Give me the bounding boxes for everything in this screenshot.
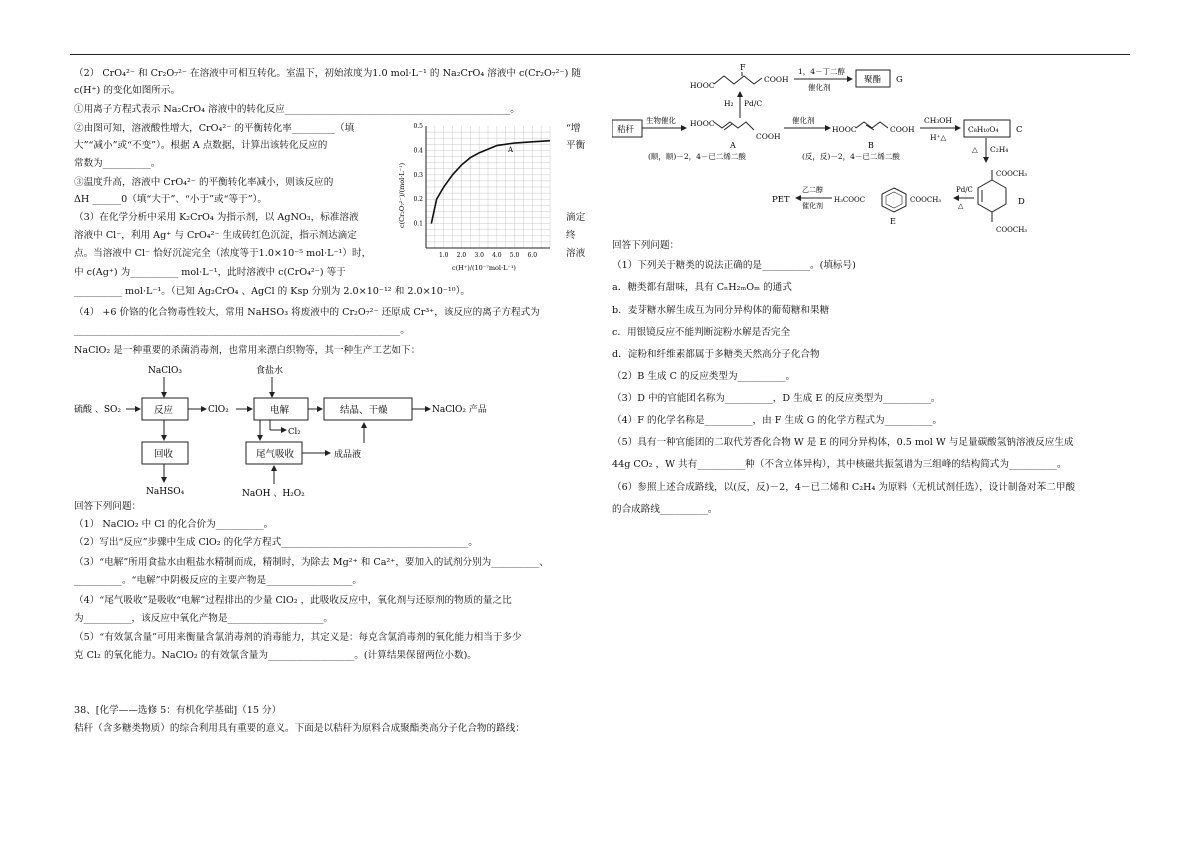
- q2-line5: 大”“减小”或“不变”）。根据 A 点数据，计算出该转化反应的: [74, 140, 328, 151]
- naclo2-q5a: （5）“有效氯含量”可用来衡量含氯消毒剂的消毒能力，其定义是：每克含氯消毒剂的氧化能力相当于多少: [74, 632, 522, 643]
- label-c: C: [1016, 125, 1023, 135]
- x-tick-label: 5.0: [509, 252, 520, 259]
- route-butanediol: 1，4－丁二醇: [798, 67, 846, 76]
- label-pet: PET: [772, 195, 790, 205]
- q2-line1: （2） CrO₄²⁻ 和 Cr₂O₇²⁻ 在溶液中可相互转化。室温下，初始浓度为1.0 mol·L⁻¹ 的 Na₂CrO₄ 溶液中 c(Cr₂O₇²⁻) 随: [74, 68, 581, 79]
- q2-line2: c(H⁺) 的变化如图所示。: [74, 85, 181, 96]
- q2-line6: 常数为__________。: [74, 158, 161, 169]
- flow-nahso4: NaHSO₄: [146, 487, 185, 497]
- right-q5b: 44g CO₂ ，W 共有__________种（不含立体异构），其中核磁共振氢谱为三组峰的结构简式为__________。: [612, 459, 1067, 470]
- b-hooc: HOOC: [832, 125, 857, 134]
- flow-product: NaClO₂ 产品: [432, 405, 487, 415]
- q3-line1-right: 滴定: [566, 212, 586, 223]
- q4-line1: （4） +6 价铬的化合物毒性较大，常用 NaHSO₃ 将废液中的 Cr₂O₇²⁻ 还原成 Cr³⁺，该反应的离子方程式为: [74, 307, 540, 318]
- d-cooch3-top: COOCH₃: [996, 170, 1028, 178]
- x-axis-label: c(H⁺)/(10⁻⁷mol·L⁻¹): [452, 264, 516, 272]
- q2-line7: ③温度升高，溶液中 CrO₄²⁻ 的平衡转化率减小，则该反应的: [74, 177, 334, 188]
- e-h3cooc: H₃COOC: [834, 196, 866, 204]
- naclo2-flowchart: [74, 360, 524, 500]
- label-a: A: [730, 141, 736, 150]
- flow-finished: 成品液: [334, 450, 362, 460]
- route-catalyst1: 催化剂: [808, 83, 831, 92]
- route-delta2: △: [958, 202, 964, 210]
- synthesis-route: [612, 60, 1052, 238]
- label-e: E: [890, 217, 896, 226]
- a-hooc: HOOC: [690, 119, 715, 128]
- route-cat3: 催化剂: [802, 202, 823, 210]
- right-q2: （2）B 生成 C 的反应类型为__________。: [612, 371, 796, 382]
- q3-line1: （3）在化学分析中采用 K₂CrO₄ 为指示剂，以 AgNO₃，标准溶液: [74, 212, 359, 223]
- polyester: 聚酯: [864, 75, 882, 85]
- q2-line4: ②由图可知，溶液酸性增大，CrO₄²⁻ 的平衡转化率_________（填: [74, 123, 355, 134]
- right-q5a: （5）具有一种官能团的二取代芳香化合物 W 是 E 的同分异构体，0.5 mol W 与足量碳酸氢钠溶液反应生成: [612, 437, 1074, 448]
- label-f: F: [740, 63, 746, 72]
- e-cooch3: COOCH₃: [910, 196, 942, 204]
- y-axis-label: c(Cr₂O₇²⁻)/(mol·L⁻¹): [398, 162, 406, 228]
- flow-tail: 尾气吸收: [256, 449, 295, 460]
- y-tick-label: 0.4: [413, 147, 423, 155]
- naclo2-q4b: 为__________，该反应中氧化产物是____________________。: [74, 613, 334, 624]
- right-qc: c．用银镜反应不能判断淀粉水解是否完全: [612, 327, 791, 338]
- flow-recover: 回收: [154, 449, 174, 460]
- q2-line8: ΔH ______0（填“大于”、“小于”或“等于”）。: [74, 194, 267, 205]
- naclo2-ask: 回答下列问题：: [74, 501, 142, 512]
- label-g: G: [896, 75, 903, 85]
- route-glycol: 乙二醇: [802, 186, 823, 194]
- flow-acid: 硫酸 、SO₂: [74, 405, 122, 415]
- flow-elec: 电解: [270, 405, 290, 416]
- x-tick-label: 4.0: [492, 252, 502, 259]
- naclo2-q1: （1） NaClO₂ 中 Cl 的化合价为__________。: [74, 519, 274, 530]
- flow-brine: 食盐水: [256, 366, 284, 376]
- b-cooh: COOH: [890, 125, 915, 134]
- q3-line2: 溶液中 Cl⁻，利用 Ag⁺ 与 CrO₄²⁻ 生成砖红色沉淀，指示剂达滴定: [74, 230, 357, 241]
- flow-cryst: 结晶、干燥: [340, 405, 388, 416]
- y-tick-label: 0.5: [413, 123, 423, 130]
- top-rule: [70, 54, 1130, 55]
- q2-line4-right: “增: [566, 123, 581, 134]
- f-hooc: HOOC: [690, 81, 715, 90]
- x-tick-label: 6.0: [527, 252, 538, 259]
- q3-line3-right: 溶液: [566, 248, 586, 259]
- route-bio: 生物催化: [646, 116, 676, 125]
- concentration-graph: [390, 118, 560, 278]
- right-q1: （1）下列关于糖类的说法正确的是__________。(填标号): [612, 260, 856, 271]
- y-tick-label: 0.2: [413, 196, 423, 204]
- q38-intro: 秸秆（含多糖类物质）的综合利用具有重要的意义。下面是以秸秆为原料合成聚酯类高分子化合物的路线：: [74, 723, 525, 734]
- a-name: (顺，顺)－2，4－已二烯二酸: [648, 152, 746, 161]
- b-name: (反，反)－2，4－已二烯二酸: [802, 152, 900, 161]
- q3-line4: 中 c(Ag⁺) 为__________ mol·L⁻¹，此时溶液中 c(CrO₄²⁻) 等于: [74, 267, 346, 278]
- label-d: D: [1018, 197, 1025, 207]
- right-q6b: 的合成路线__________。: [612, 504, 718, 515]
- route-h-delta: H⁺△: [930, 133, 947, 142]
- flow-react: 反应: [154, 405, 174, 416]
- jiegan: 秸秆: [617, 125, 635, 135]
- right-qa: a．糖类都有甜味，具有 CₙH₂ₘOₘ 的通式: [612, 282, 792, 293]
- point-a-label: A: [508, 146, 514, 154]
- naclo2-q4a: （4）“尾气吸收”是吸收“电解”过程排出的少量 ClO₂ ，此吸收反应中，氧化剂与还原剂的物质的量之比: [74, 595, 512, 606]
- naclo2-q2: （2）写出“反应”步骤中生成 ClO₂ 的化学方程式_______________________________________。: [74, 537, 478, 548]
- right-qb: b．麦芽糖水解生成互为同分异构体的葡萄糖和果糖: [612, 305, 830, 316]
- naclo2-q3a: （3）“电解”所用食盐水由粗盐水精制而成，精制时，为除去 Mg²⁺ 和 Ca²⁺，要加入的试剂分别为__________、: [74, 557, 549, 568]
- d-cooch3-bot: COOCH₃: [996, 226, 1028, 234]
- flow-naclo3: NaClO₃: [148, 366, 182, 376]
- y-tick-label: 0.1: [413, 220, 423, 228]
- route-pdc2: Pd/C: [956, 186, 973, 194]
- flow-clo2: ClO₂: [208, 405, 229, 415]
- y-tick-label: 0.3: [413, 171, 423, 179]
- x-tick-label: 2.0: [456, 252, 467, 259]
- f-cooh: COOH: [764, 75, 789, 84]
- q4-line2: ____________________________________________________________________。: [74, 325, 410, 336]
- flow-naoh: NaOH 、H₂O₂: [242, 489, 305, 499]
- right-ask: 回答下列问题：: [612, 240, 680, 251]
- route-pdc: Pd/C: [744, 99, 763, 108]
- q3-line5: __________ mol·L⁻¹。（已知 Ag₂CrO₄ 、AgCl 的 Ksp 分别为 2.0×10⁻¹² 和 2.0×10⁻¹⁰）。: [74, 286, 470, 297]
- q38-title: 38、[化学——选修 5：有机化学基础]（15 分）: [74, 705, 282, 716]
- q2-line3: ①用离子方程式表示 Na₂CrO₄ 溶液中的转化反应_______________________________________________。: [74, 104, 520, 115]
- naclo2-q5b: 克 Cl₂ 的氧化能力。NaClO₂ 的有效氯含量为__________________。(计算结果保留两位小数)。: [74, 650, 477, 661]
- route-h2: H₂: [724, 99, 734, 108]
- q2-line5-right: 平衡: [566, 140, 586, 151]
- naclo2-intro: NaClO₂ 是一种重要的杀菌消毒剂，也常用来漂白织物等，其一种生产工艺如下：: [74, 345, 421, 356]
- route-cat2: 催化剂: [792, 116, 815, 125]
- flow-cl2: Cl₂: [288, 427, 301, 437]
- route-delta: △: [972, 145, 978, 154]
- q3-line2-right: 终: [566, 230, 576, 241]
- route-c2h4: C₂H₄: [990, 145, 1009, 154]
- right-q6a: （6）参照上述合成路线，以(反，反)－2，4－已二烯和 C₂H₄ 为原料（无机试剂任选），设计制备对苯二甲酸: [612, 482, 1076, 493]
- x-tick-label: 3.0: [474, 252, 484, 259]
- naclo2-q3b: __________。“电解”中阴极反应的主要产物是__________________。: [74, 575, 363, 586]
- label-b: B: [868, 141, 874, 150]
- c-formula: C₈H₁₀O₄: [968, 125, 999, 134]
- route-ch3oh: CH₃OH: [924, 116, 952, 125]
- a-cooh: COOH: [756, 132, 781, 141]
- right-q3: （3）D 中的官能团名称为__________，D 生成 E 的反应类型为__________。: [612, 393, 941, 404]
- right-qd: d．淀粉和纤维素都属于多糖类天然高分子化合物: [612, 349, 820, 360]
- x-tick-label: 1.0: [438, 252, 449, 259]
- right-q4: （4）F 的化学名称是__________，由 F 生成 G 的化学方程式为__________。: [612, 415, 943, 426]
- q3-line3: 点。当溶液中 Cl⁻ 恰好沉淀完全（浓度等于1.0×10⁻⁵ mol·L⁻¹）时，: [74, 248, 372, 259]
